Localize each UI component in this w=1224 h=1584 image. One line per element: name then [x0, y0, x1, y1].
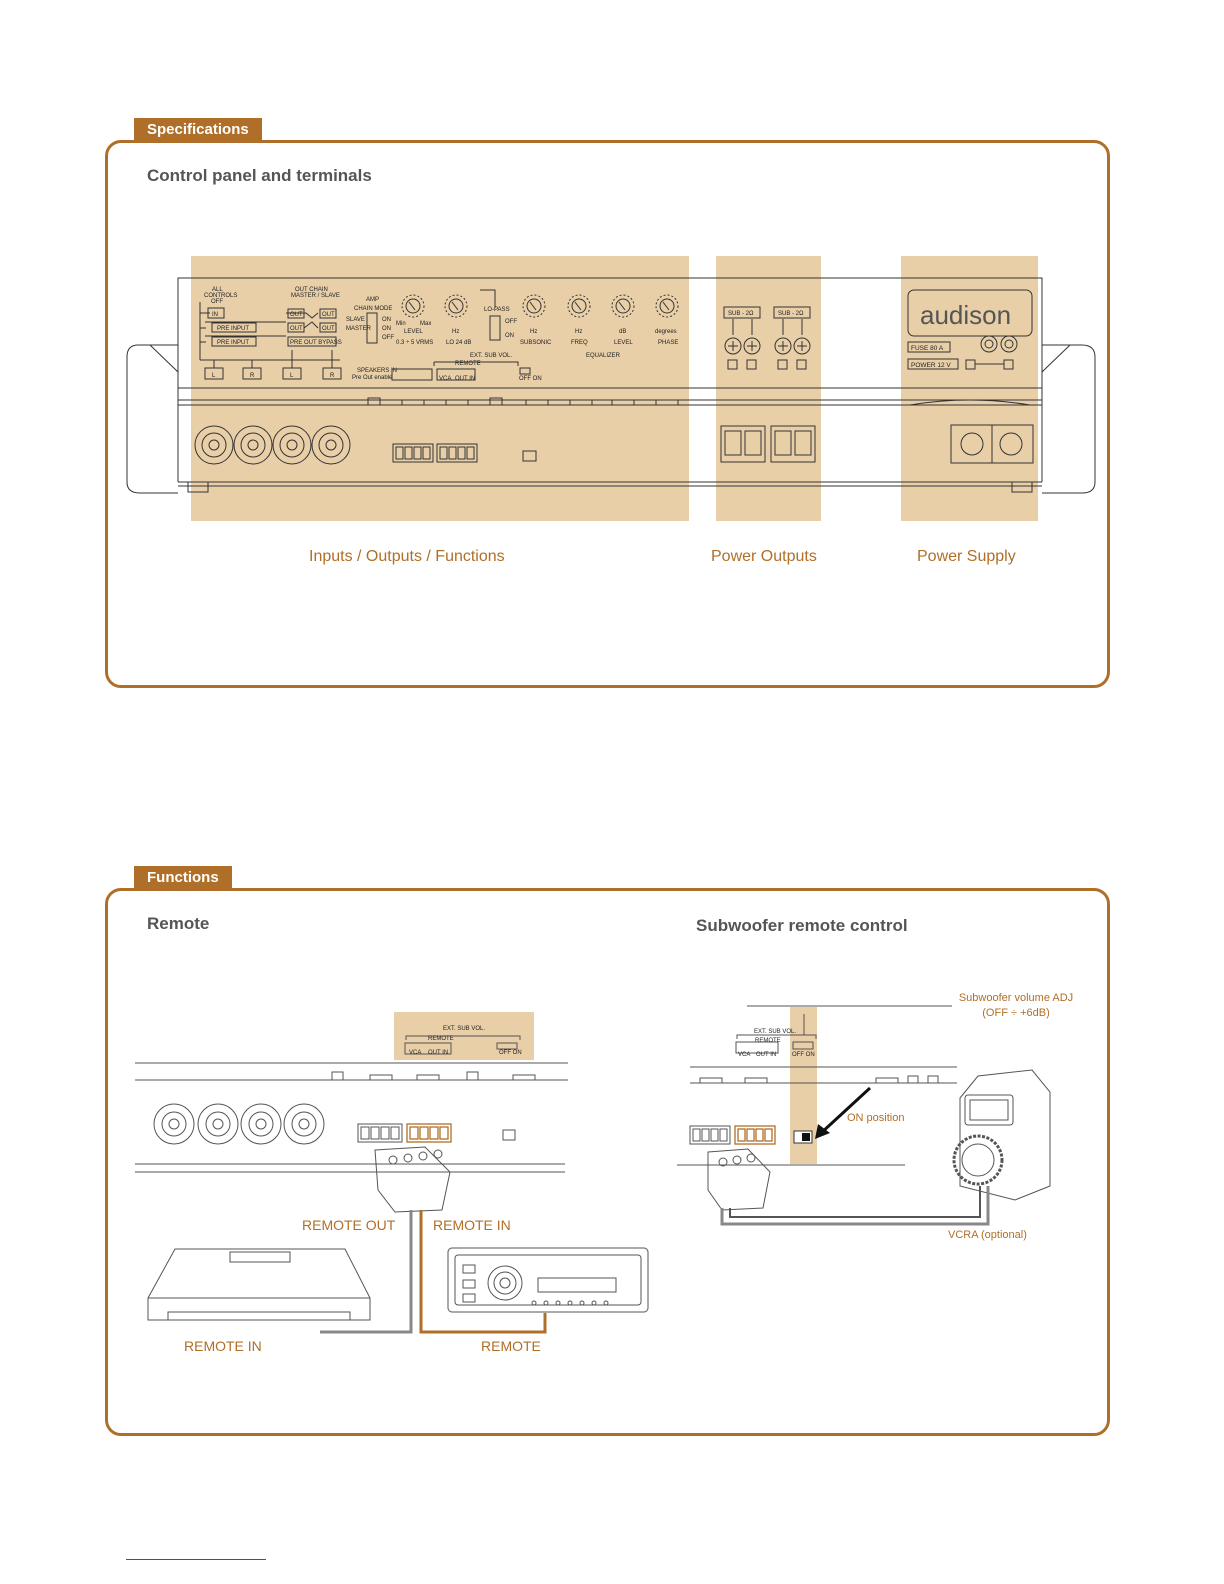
audison-logo: audison — [920, 300, 1012, 330]
hz-label-3: Hz — [575, 329, 583, 335]
sub-2ohm-label-1: SUB - 2Ω — [728, 311, 754, 317]
sub-volume-range-text: (OFF ÷ +6dB) — [982, 1007, 1050, 1019]
pre-out-bypass-label: PRE OUT BYPASS — [290, 340, 342, 346]
l-label-1: L — [212, 373, 216, 379]
remote-in-bottom-label: REMOTE IN — [184, 1338, 262, 1354]
sub-2ohm-label-2: SUB - 2Ω — [778, 311, 804, 317]
out-label-1: OUT — [290, 312, 303, 318]
sub-volume-adj-text: Subwoofer volume ADJ — [958, 992, 1074, 1004]
on-label-2: ON — [382, 326, 391, 332]
remote-in-top-label: REMOTE IN — [433, 1217, 511, 1233]
subsonic-label: SUBSONIC — [520, 340, 552, 346]
off-on-label: OFF ON — [519, 376, 542, 382]
vcra-label: VCRA (optional) — [948, 1229, 1027, 1241]
vca-label-sub: VCA — [738, 1052, 751, 1058]
hz-label-1: Hz — [452, 329, 460, 335]
min-label: Min — [396, 321, 406, 327]
max-label: Max — [420, 321, 432, 327]
equalizer-label: EQUALIZER — [586, 353, 621, 359]
level-label-2: LEVEL — [614, 340, 633, 346]
master-slave-label: MASTER / SLAVE — [291, 293, 340, 299]
off-on-label-remote: OFF ON — [499, 1050, 522, 1056]
vca-label: VCA — [439, 376, 452, 382]
power-12v-label: POWER 12 V — [911, 362, 951, 369]
remote-heading: Remote — [147, 914, 210, 933]
amp-label: AMP — [366, 297, 380, 303]
power-outputs-caption: Power Outputs — [711, 548, 817, 565]
out-in-label-remote: OUT IN — [428, 1050, 449, 1056]
out-in-label-sub: OUT IN — [756, 1052, 777, 1058]
off-label-3: OFF — [505, 319, 517, 325]
speakers-in-label: SPEAKERS IN — [357, 368, 398, 374]
lo-pass-label: LO-PASS — [484, 307, 510, 313]
off-label-2: OFF — [382, 335, 394, 341]
out-label-2: OUT — [290, 326, 303, 332]
in-label: IN — [212, 312, 218, 318]
ext-sub-vol-label-sub: EXT. SUB VOL. — [754, 1029, 797, 1035]
out-label-4: OUT — [322, 326, 335, 332]
l-label-2: L — [290, 373, 294, 379]
pre-out-enable-label: Pre Out enable — [352, 375, 393, 381]
freq-label: FREQ — [571, 340, 588, 346]
subwoofer-remote-heading: Subwoofer remote control — [696, 916, 908, 935]
control-panel-heading: Control panel and terminals — [147, 166, 372, 185]
controls-label: CONTROLS — [204, 293, 238, 299]
ext-sub-vol-label: EXT. SUB VOL. — [470, 353, 513, 359]
on-label-3: ON — [505, 333, 514, 339]
out-in-label: OUT IN — [455, 376, 476, 382]
slave-label: SLAVE — [346, 317, 365, 323]
inputs-outputs-caption: Inputs / Outputs / Functions — [309, 548, 505, 565]
out-label-3: OUT — [322, 312, 335, 318]
master-label: MASTER — [346, 326, 372, 332]
out-chain-label: OUT CHAIN — [295, 287, 328, 293]
footer-link-line[interactable] — [126, 1559, 266, 1560]
remote-label-headunit: REMOTE — [481, 1338, 541, 1354]
lo-24db-label: LO 24 dB — [446, 340, 472, 346]
level-label: LEVEL — [404, 329, 423, 335]
off-label: OFF — [211, 299, 223, 305]
degrees-label: degrees — [655, 329, 677, 335]
level-range-label: 0.3 ÷ 5 VRMS — [396, 340, 434, 346]
off-on-label-sub: OFF ON — [792, 1052, 815, 1058]
on-position-label: ON position — [847, 1112, 905, 1124]
sub-volume-adj-label — [954, 991, 1078, 1021]
remote-label-remote: REMOTE — [428, 1036, 454, 1042]
r-label-2: R — [330, 373, 335, 379]
remote-out-label: REMOTE OUT — [302, 1217, 396, 1233]
remote-label-sub: REMOTE — [755, 1038, 781, 1044]
functions-tab: Functions — [134, 866, 232, 890]
pre-input-label-2: PRE INPUT — [217, 340, 250, 346]
on-label-1: ON — [382, 317, 391, 323]
phase-label: PHASE — [658, 340, 679, 346]
remote-label: REMOTE — [455, 361, 481, 367]
ext-sub-vol-label-remote: EXT. SUB VOL. — [443, 1026, 486, 1032]
all-label: ALL — [212, 287, 223, 293]
db-label: dB — [619, 329, 627, 335]
vca-label-remote: VCA — [409, 1050, 422, 1056]
fuse-label: FUSE 80 A — [911, 345, 944, 352]
r-label-1: R — [250, 373, 255, 379]
power-supply-caption: Power Supply — [917, 548, 1016, 565]
hz-label-2: Hz — [530, 329, 538, 335]
pre-input-label-1: PRE INPUT — [217, 326, 250, 332]
specifications-tab: Specifications — [134, 118, 262, 142]
chain-mode-label: CHAIN MODE — [354, 306, 393, 312]
